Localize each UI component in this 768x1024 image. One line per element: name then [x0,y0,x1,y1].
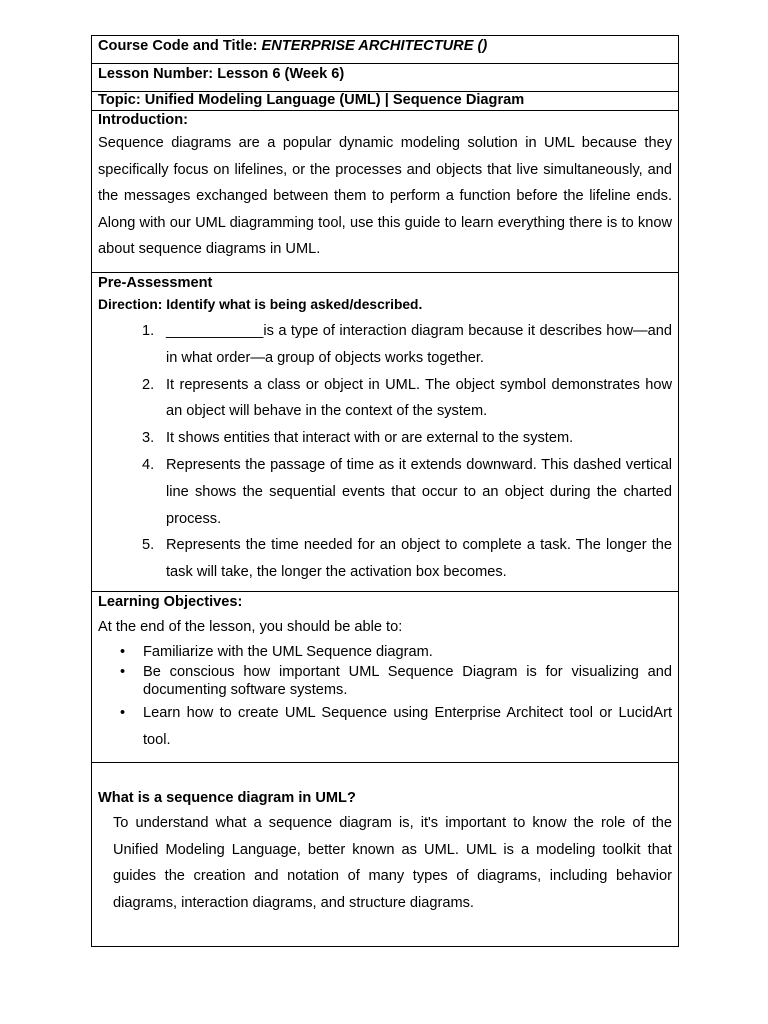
lesson-row [92,64,679,92]
course-row [92,36,679,64]
list-item: • Familiarize with the UML Sequence diagram. [120,644,433,660]
objectives-intro: At the end of the lesson, you should be able to: [98,619,403,635]
pre-assessment-heading: Pre-Assessment [98,275,213,291]
pre-assessment-cell [92,273,679,592]
introduction-row [92,111,679,273]
objectives-heading: Learning Objectives: [98,594,243,610]
objectives-cell [92,592,679,763]
list-item: 4. Represents the passage of time as it extends downward. This dashed vertical line shows the sequential events that occur to an object during the charted process. [142,456,672,527]
what-is-text: To understand what a sequence diagram is, it's important to know the role of the Unified Modeling Language, better known as UML. UML is a modeling toolkit that guides the creation and notation of many types of diagrams, including behavior diagrams, interaction diagrams, and structure diagrams. [113,815,672,911]
list-item: 2. It represents a class or object in UML. The object symbol demonstrates how an object will behave in the context of the system. [142,376,672,420]
topic-row [92,92,679,111]
direction-text: Direction: Identify what is being asked/described. [98,297,423,312]
lesson-number: Lesson Number: Lesson 6 (Week 6) [92,64,679,92]
list-item: 5. Represents the time needed for an object to complete a task. The longer the task will take, the longer the activation box becomes. [142,537,672,581]
pre-assessment-list [98,318,672,586]
course-title: ENTERPRISE ARCHITECTURE () [261,38,488,54]
topic: Topic: Unified Modeling Language (UML) | Sequence Diagram [92,92,679,111]
objectives-row [92,592,679,763]
what-is-heading: What is a sequence diagram in UML? [98,790,356,806]
objectives-list [98,643,672,754]
course-label: Course Code and Title: [98,38,262,54]
pre-assessment-row [92,273,679,592]
list-item: • Be conscious how important UML Sequence Diagram is for visualizing and documenting software systems. [120,664,672,698]
course-cell [92,36,679,64]
introduction-cell [92,111,679,273]
introduction-heading: Introduction: [98,112,188,128]
what-is-row [92,763,679,947]
introduction-text: Sequence diagrams are a popular dynamic modeling solution in UML because they specifically focus on lifelines, or the processes and objects that live simultaneously, and the messages exchanged between them to perform a function before the lifeline ends. Along with our UML diagramming tool, use this guide to learn everything there is to know about sequence diagrams in UML. [98,135,672,258]
list-item: • Learn how to create UML Sequence using Enterprise Architect tool or LucidArt tool. [120,705,672,748]
lesson-table [91,35,679,947]
list-item: 3. It shows entities that interact with or are external to the system. [142,430,574,447]
what-is-cell [92,763,679,947]
list-item: 1. ____________is a type of interaction diagram because it describes how—and in what order—a group of objects works together. [142,323,672,366]
